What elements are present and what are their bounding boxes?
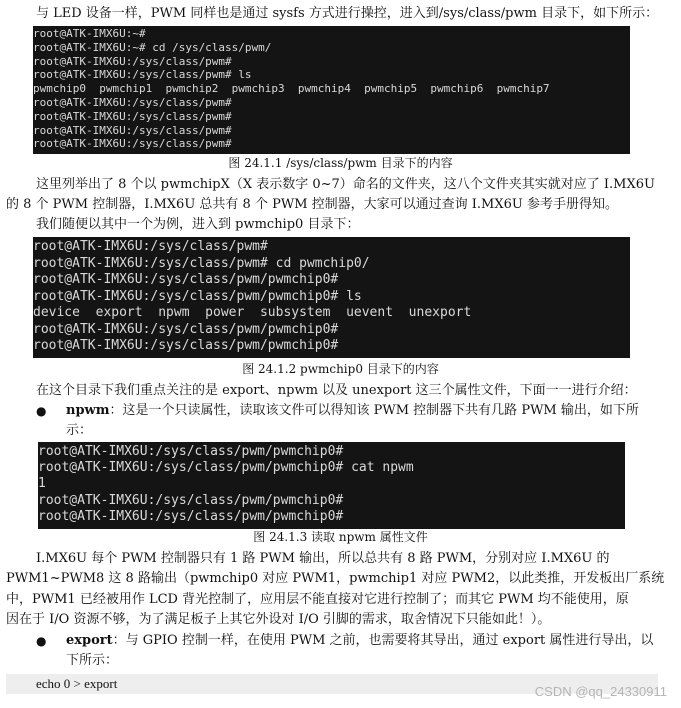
terminal-line: root@ATK-IMX6U:/sys/class/pwm# xyxy=(33,239,268,254)
bullet-icon: ● xyxy=(36,634,47,648)
paragraph-enter-pwmchip0: 我们随便以其中一个为例，进入到 pwmchip0 目录下： xyxy=(36,217,360,232)
paragraph-pwm-outputs-line1: I.MX6U 每个 PWM 控制器只有 1 路 PWM 输出，所以总共有 8 路 PWM，分别对应 I.MX6U 的 xyxy=(36,551,610,566)
terminal-block-npwm xyxy=(38,442,625,529)
terminal-line: root@ATK-IMX6U:/sys/class/pwm# xyxy=(33,109,232,123)
terminal-block-pwm-dir xyxy=(33,26,630,154)
terminal-line: root@ATK-IMX6U:/sys/class/pwm# xyxy=(33,95,232,109)
export-text: ：与 GPIO 控制一样，在使用 PWM 之前，也需要将其导出，通过 export 属性进行导出，以 xyxy=(112,633,654,648)
npwm-label: npwm xyxy=(66,403,110,418)
terminal-line: root@ATK-IMX6U:~# cd /sys/class/pwm/ xyxy=(33,40,272,54)
terminal-block-pwmchip0 xyxy=(33,237,630,358)
figure-caption-1: 图 24.1.1 /sys/class/pwm 目录下的内容 xyxy=(228,156,453,170)
csdn-watermark: CSDN @qq_24330911 xyxy=(534,684,667,699)
export-label: export xyxy=(66,633,113,648)
terminal-line: root@ATK-IMX6U:/sys/class/pwm/pwmchip0# xyxy=(33,338,339,353)
terminal-line: root@ATK-IMX6U:/sys/class/pwm# xyxy=(33,123,232,137)
bullet-icon: ● xyxy=(36,404,47,418)
code-line-echo-export: echo 0 > export xyxy=(6,674,658,694)
terminal-line: root@ATK-IMX6U:/sys/class/pwm/pwmchip0# xyxy=(38,492,344,508)
terminal-line: root@ATK-IMX6U:/sys/class/pwm# xyxy=(33,137,232,151)
npwm-description-line1 xyxy=(66,402,666,420)
terminal-line: root@ATK-IMX6U:/sys/class/pwm/pwmchip0# cat npwm xyxy=(38,460,414,476)
figure-caption-2: 图 24.1.2 pwmchip0 目录下的内容 xyxy=(242,362,439,376)
terminal-line: root@ATK-IMX6U:/sys/class/pwm/pwmchip0# xyxy=(33,321,339,337)
terminal-line: root@ATK-IMX6U:/sys/class/pwm/pwmchip0# xyxy=(33,272,339,287)
terminal-line: root@ATK-IMX6U:/sys/class/pwm/pwmchip0# ls xyxy=(33,288,362,304)
paragraph-pwmchip-list-line2: 的 8 个 PWM 控制器，I.MX6U 总共有 8 个 PWM 控制器，大家可以通过查询 I.MX6U 参考手册得知。 xyxy=(6,197,618,212)
terminal-line: root@ATK-IMX6U:/sys/class/pwm# ls xyxy=(33,68,252,82)
terminal-line: root@ATK-IMX6U:~# xyxy=(33,27,146,40)
terminal-line: pwmchip0 pwmchip1 pwmchip2 pwmchip3 pwmchip4 pwmchip5 pwmchip6 pwmchip7 xyxy=(33,82,550,96)
paragraph-pwmchip-list-line1: 这里列举出了 8 个以 pwmchipX（X 表示数字 0~7）命名的文件夹，这八个文件夹其实就对应了 I.MX6U xyxy=(36,177,655,192)
terminal-line: root@ATK-IMX6U:/sys/class/pwm# cd pwmchip0/ xyxy=(33,255,370,271)
terminal-line: root@ATK-IMX6U:/sys/class/pwm# xyxy=(33,54,232,68)
npwm-description-line2: 示： xyxy=(66,423,93,438)
paragraph-attributes-intro: 在这个目录下我们重点关注的是 export、npwm 以及 unexport 这三个属性文件，下面一一进行介绍： xyxy=(36,383,637,398)
paragraph-pwm-outputs-line2: PWM1~PWM8 这 8 路输出（pwmchip0 对应 PWM1，pwmchip1 对应 PWM2，以此类推，开发板出厂系统 xyxy=(6,571,665,586)
paragraph-pwm-outputs-line3: 中，PWM1 已经被用作 LCD 背光控制了，应用层不能直接对它进行控制了；而其它 PWM 均不能使用，原 xyxy=(6,592,629,607)
figure-caption-3: 图 24.1.3 读取 npwm 属性文件 xyxy=(253,530,428,544)
terminal-line: root@ATK-IMX6U:/sys/class/pwm/pwmchip0# xyxy=(38,444,344,459)
export-description-line1 xyxy=(66,632,666,650)
terminal-line: 1 xyxy=(38,476,46,492)
npwm-text: ：这是一个只读属性，读取该文件可以得知该 PWM 控制器下共有几路 PWM 输出，如下所 xyxy=(109,403,639,418)
export-description-line2: 下所示： xyxy=(66,653,119,668)
intro-paragraph: 与 LED 设备一样，PWM 同样也是通过 sysfs 方式进行操控，进入到/sys/class/pwm 目录下，如下所示： xyxy=(36,6,659,21)
terminal-line: root@ATK-IMX6U:/sys/class/pwm/pwmchip0# xyxy=(38,508,344,524)
terminal-line: device export npwm power subsystem uevent unexport xyxy=(33,305,472,320)
paragraph-pwm-outputs-line4: 因在于 I/O 资源不够，为了满足板子上其它外设对 I/O 引脚的需求，取舍情况下只能如此！）。 xyxy=(6,612,551,627)
